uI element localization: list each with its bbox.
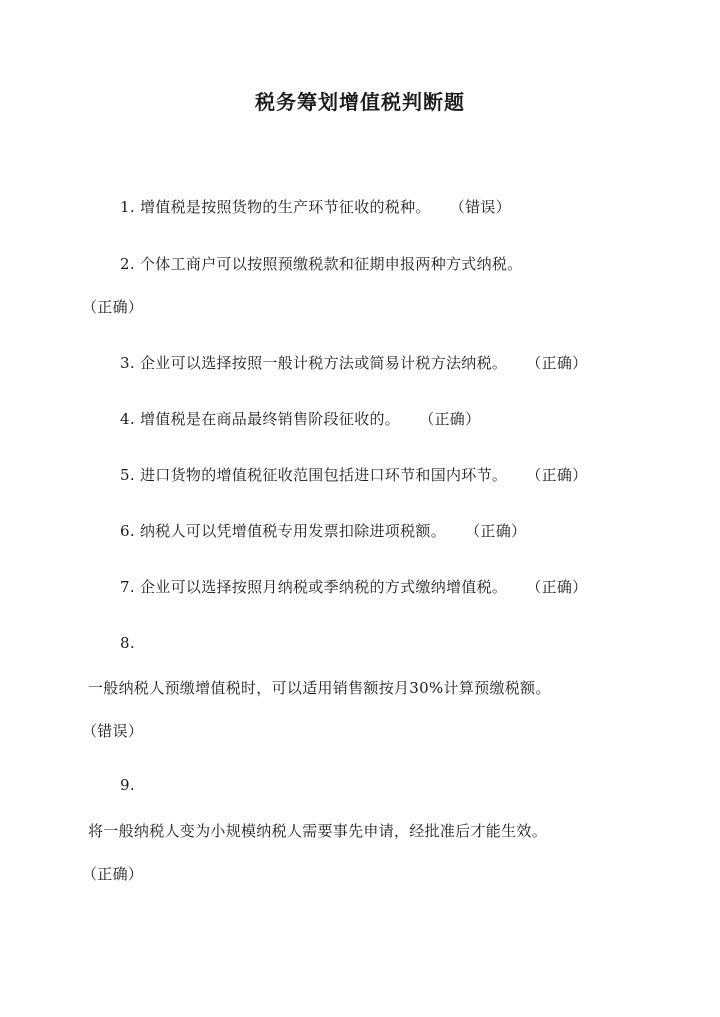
question-text: 企业可以选择按照月纳税或季纳税的方式缴纳增值税。	[140, 578, 508, 596]
question-number: 3.	[120, 354, 135, 372]
question-text: 增值税是在商品最终销售阶段征收的。	[140, 410, 401, 428]
question-number: 5.	[120, 466, 135, 484]
question-number: 6.	[120, 522, 135, 540]
question-number: 7.	[120, 578, 135, 596]
question-answer: （正确）	[419, 410, 481, 428]
question-item	[120, 576, 587, 597]
question-answer: （正确）	[526, 578, 588, 596]
question-text: 将一般纳税人变为小规模纳税人需要事先申请，经批准后才能生效。	[88, 822, 548, 840]
question-number: 8.	[120, 634, 135, 652]
question-item	[120, 352, 587, 373]
document-title: 税务筹划增值税判断题	[255, 90, 465, 114]
question-item	[120, 520, 526, 541]
question-answer: （正确）	[526, 466, 588, 484]
question-item	[120, 408, 480, 429]
question-text: 增值税是按照货物的生产环节征收的税种。	[140, 198, 431, 216]
question-item	[120, 464, 587, 485]
question-answer: （正确）	[82, 298, 144, 316]
question-text: 一般纳税人预缴增值税时，可以适用销售额按月30%计算预缴税额。	[88, 679, 551, 697]
question-text: 个体工商户可以按照预缴税款和征期申报两种方式纳税。	[140, 255, 523, 273]
question-number: 1.	[120, 198, 135, 216]
question-number: 4.	[120, 410, 135, 428]
question-number: 9.	[120, 776, 135, 794]
question-item	[120, 196, 511, 217]
question-answer: （正确）	[82, 865, 144, 883]
question-answer: （正确）	[526, 354, 588, 372]
question-text: 纳税人可以凭增值税专用发票扣除进项税额。	[140, 522, 447, 540]
question-answer: （正确）	[465, 522, 527, 540]
question-answer: （错误）	[449, 198, 511, 216]
question-text: 企业可以选择按照一般计税方法或简易计税方法纳税。	[140, 354, 508, 372]
question-answer: （错误）	[82, 722, 144, 740]
question-item	[120, 253, 523, 274]
question-number: 2.	[120, 255, 135, 273]
question-text: 进口货物的增值税征收范围包括进口环节和国内环节。	[140, 466, 508, 484]
